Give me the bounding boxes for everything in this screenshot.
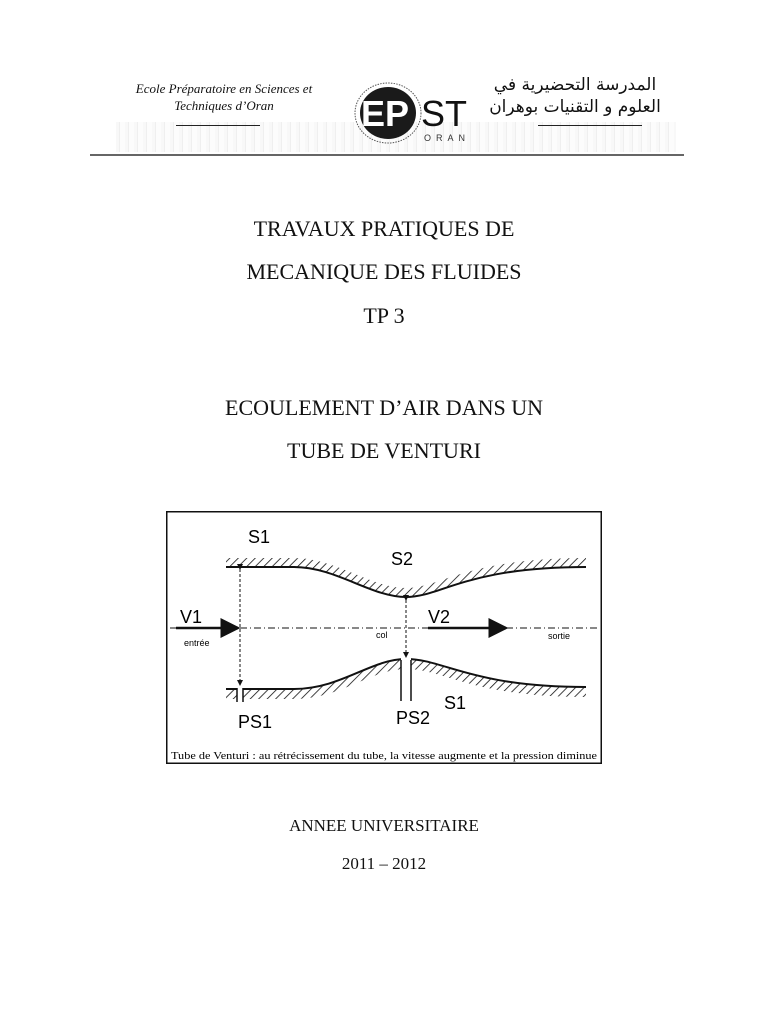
logo-text-st: ST [421,93,468,134]
tap-2-gap [401,657,411,701]
school-fr-line-2: Techniques d’Oran [174,98,274,113]
figure-caption: Tube de Venturi : au rétrécissement du tube, la vitesse augmente et la pression diminue [171,751,598,762]
title-line-1: TRAVAUX PRATIQUES DE [253,216,515,241]
school-fr-line-1: Ecole Préparatoire en Sciences et [135,81,313,96]
label-entree: entrée [184,638,210,648]
academic-year: 2011 – 2012 [341,854,427,873]
label-s2: S2 [391,549,414,569]
venturi-diagram [166,511,602,764]
label-ps2: PS2 [396,708,431,728]
academic-year-label: ANNEE UNIVERSITAIRE [289,816,479,835]
school-ar-line-2: العلوم و التقنيات بوهران [489,97,661,117]
school-ar-line-1: المدرسة التحضيرية في [493,75,657,95]
title-line-3: TP 3 [363,303,405,328]
label-v1: V1 [180,607,203,627]
label-s1-top: S1 [248,527,271,547]
label-ps1: PS1 [238,712,273,732]
header-rule [90,154,684,156]
label-sortie: sortie [548,631,571,641]
header-underline-right [538,125,642,126]
subtitle-line-1: ECOULEMENT D’AIR DANS UN [225,395,543,420]
logo-oran: ORAN [424,133,471,143]
label-v2: V2 [428,607,451,627]
school-name-arabic [470,74,680,118]
school-name-french [108,80,340,114]
logo-text-ep: EP [361,93,410,134]
subtitle-line-2: TUBE DE VENTURI [287,438,481,463]
tap-1-gap [237,687,243,702]
label-col: col [376,630,388,640]
header-underline-left [176,125,260,126]
title-line-2: MECANIQUE DES FLUIDES [246,259,522,284]
label-s1-bottom: S1 [444,693,467,713]
